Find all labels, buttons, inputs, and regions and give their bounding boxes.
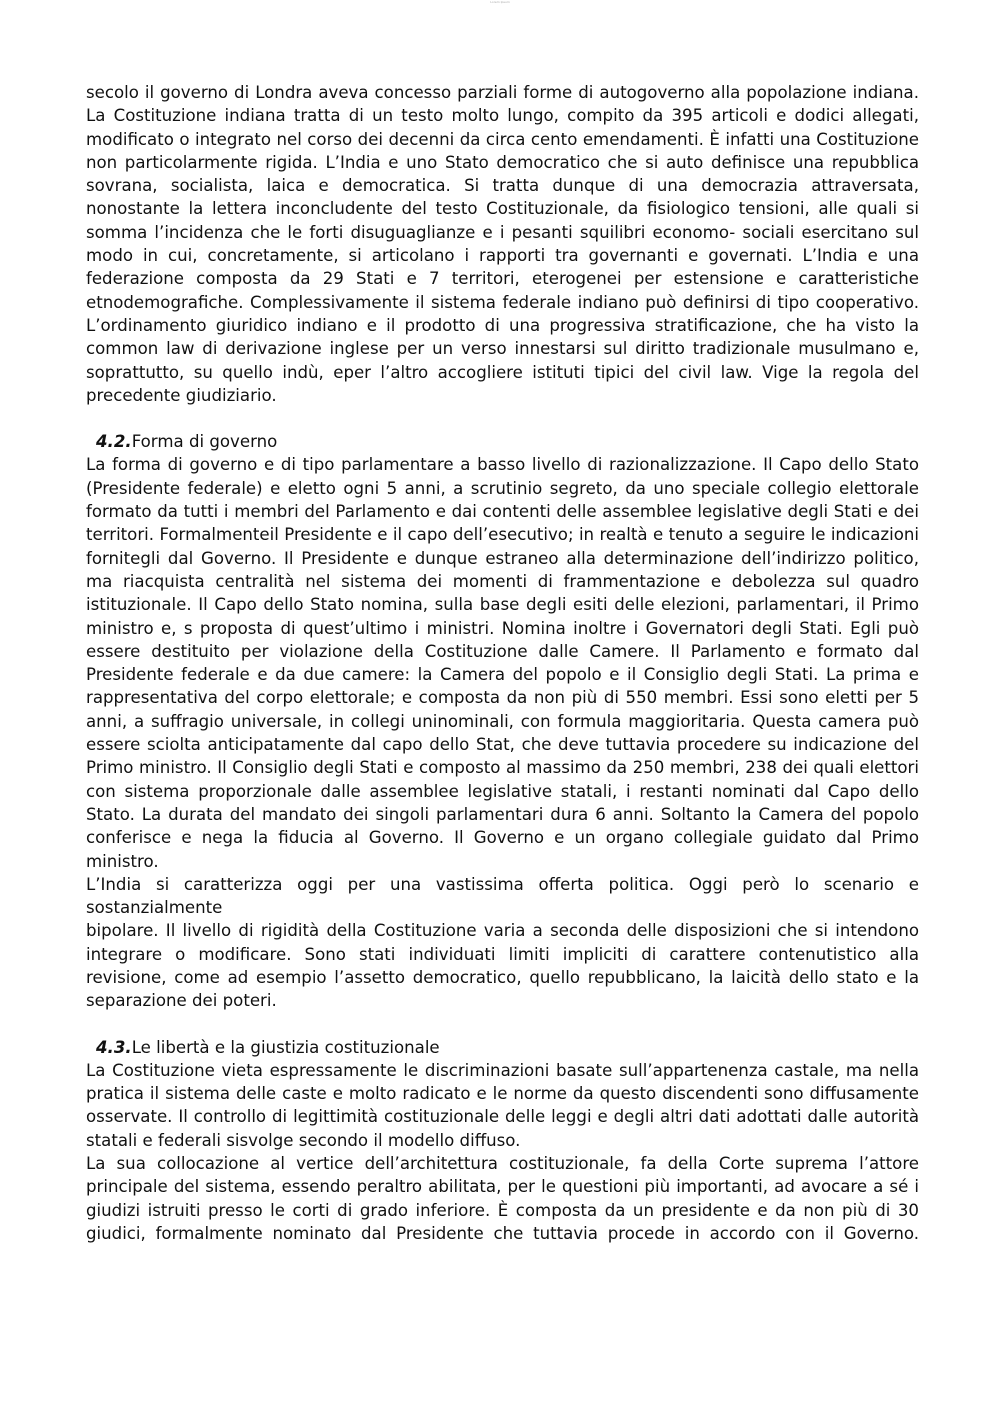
section-paragraph: La Costituzione vieta espressamente le discriminazioni basate sull’appartenenza castale, ma nella pratica il sistema delle caste e molto radicato e le norme da questo discendenti sono diffusamente osservate. Il controllo di legittimità costituzionale delle leggi e degli altri dati adottati dalle autorità statali e federali sisvolge secondo il modello diffuso. (86, 1060, 919, 1150)
section-title: Le libertà e la giustizia costituzionale (131, 1037, 440, 1057)
section-liberta-giustizia (86, 1036, 919, 1246)
section-paragraph: La sua collocazione al vertice dell’architettura costituzionale, fa della Corte suprema l’attore principale del sistema, essendo peraltro abilitata, per le questioni più importanti, ad avocare a sé i giudizi istruiti presso le corti di grado inferiore. È composta da un presidente e da non più di 30 giudici, formalmente nominato dal Presidente che tuttavia procede in accordo con il Governo. (86, 1154, 919, 1243)
section-number: 4.3. (96, 1037, 132, 1057)
section-title: Forma di governo (131, 432, 278, 452)
section-paragraph: L’India si caratterizza oggi per una vastissima offerta politica. Oggi però lo scenario e sostanzialmente (86, 874, 919, 918)
section-heading (86, 1036, 919, 1059)
section-paragraph: La forma di governo e di tipo parlamentare a basso livello di razionalizzazione. Il Capo dello Stato (Presidente federale) e eletto ogni 5 anni, a scrutinio segreto, da uno speciale collegio elettorale formato da tutti i membri del Parlamento e dai contenti delle assemblee legislative degli Stati e dei territori. Formalmenteil Presidente e il capo dell’esecutivo; in realtà e tenuto a seguire le indicazioni fornitegli dal Governo. Il Presidente e dunque estraneo alla determinazione dell’indirizzo politico, ma riacquista centralità nel sistema dei momenti di frammentazione e debolezza sul quadro istituzionale. Il Capo dello Stato nomina, sulla base degli esiti delle elezioni, parlamentari, il Primo ministro e, s proposta di quest’ultimo i ministri. Nomina inoltre i Governatori degli Stati. Egli può essere destituito per violazione della Costituzione dalle Camere. Il Parlamento e formato dal Presidente federale e da due camere: la Camera del popolo e il Consiglio degli Stati. La prima e rappresentativa del corpo elettorale; e composta da non più di 550 membri. Essi sono eletti per 5 anni, a suffragio universale, in collegi uninominali, con formula maggioritaria. Questa camera può essere sciolta anticipatamente dal capo dello Stat, che deve tuttavia procedere su indicazione del Primo ministro. Il Consiglio degli Stati e composto al massimo da 250 membri, 238 dei quali elettori con sistema proporzionale dalle assemblee legislative statali, i restanti nominati dal Capo dello Stato. La durata del mandato dei singoli parlamentari dura 6 anni. Soltanto la Camera del popolo conferisce e nega la fiducia al Governo. Il Governo e un organo collegiale guidato dal Primo ministro. (86, 455, 919, 871)
section-paragraph: bipolare. Il livello di rigidità della Costituzione varia a seconda delle disposizioni che si intendono integrare o modificare. Sono stati individuati limiti impliciti di carattere contenutistico alla revisione, come ad esempio l’assetto democratico, quello repubblicano, la laicità dello stato e la separazione dei poteri. (86, 921, 919, 1011)
section-heading (86, 430, 919, 453)
page-header: Lorem Ipsum (490, 0, 510, 4)
intro-paragraph: secolo il governo di Londra aveva concesso parziali forme di autogoverno alla popolazione indiana. La Costituzione indiana tratta di un testo molto lungo, compito da 395 articoli e dodici allegati, modificato o integrato nel corso dei decenni da circa cento emendamenti. È infatti una Costituzione non particolarmente rigida. L’India e uno Stato democratico che si auto definisce una repubblica sovrana, socialista, laica e democratica. Si tratta dunque di una democrazia attraversata, nonostante la lettera inconcludente del testo Costituzionale, da fisiologico tensioni, alle quali si somma l’incidenza che le forti disuguaglianze e i pesanti squilibri economo- sociali esercitano sul modo in cui, concretamente, si articolano i rapporti tra governanti e governati. L’India e una federazione composta da 29 Stati e 7 territori, eterogenei per estensione e caratteristiche etnodemografiche. Complessivamente il sistema federale indiano può definirsi di tipo cooperativo. L’ordinamento giuridico indiano e il prodotto di una progressiva stratificazione, che ha visto la common law di derivazione inglese per un verso innestarsi sul diritto tradizionale musulmano e, soprattutto, su quello indù, eper l’altro accogliere istituti tipici del civil law. Vige la regola del precedente giudiziario. (86, 83, 919, 405)
section-forma-di-governo (86, 430, 919, 1012)
document-body (86, 81, 919, 1245)
section-number: 4.2. (96, 432, 132, 452)
